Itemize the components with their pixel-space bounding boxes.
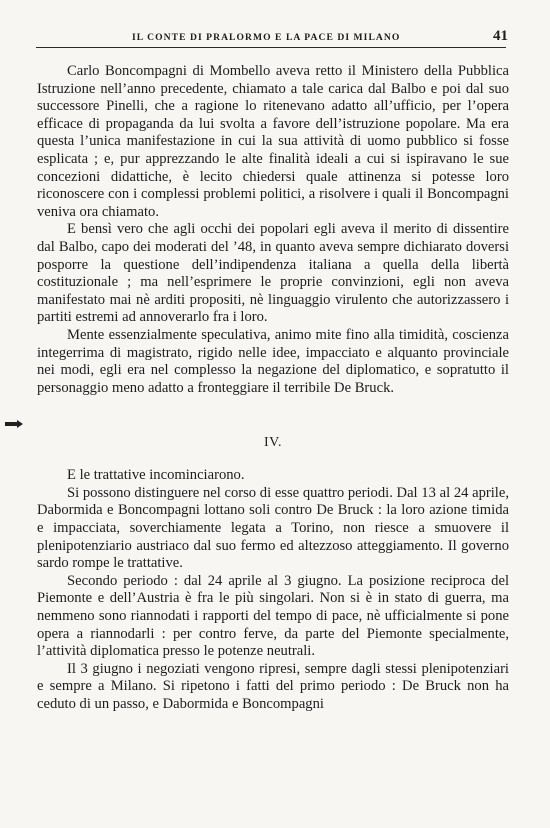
page-number: 41 (493, 28, 508, 44)
main-text (37, 63, 509, 714)
paragraph: Il 3 giugno i negoziati vengono ripresi, sempre dagli stessi plenipotenziari e sempre a Milano. Si ripetono i fatti del primo periodo : De Bruck non ha ceduto di un passo, e Dabormida e Boncompagni (37, 660, 509, 712)
paragraph: Si possono distinguere nel corso di esse quattro periodi. Dal 13 al 24 aprile, Dabormida e Boncompagni lottano soli contro De Bruck : la loro azione timida e impacciata, soverchiamente legata a Torino, non riesce a smuovere il plenipotenziario austriaco dal suo fermo ed altezzoso atteggiamento. Il governo sardo rompe le trattative. (37, 484, 509, 572)
paragraph: Secondo periodo : dal 24 aprile al 3 giugno. La posizione reciproca del Piemonte e dell’Austria è fra le più singolari. Non si è in stato di guerra, ma nemmeno sono riannodati i rapporti del tempo di pace, nè ufficialmente si pone opera a riannodarli : per contro ferve, da parte del Piemonte specialmente, l’attività diplomatica presso le potenze neutrali. (37, 572, 509, 660)
running-header (36, 28, 508, 48)
paragraph: E bensì vero che agli occhi dei popolari egli aveva il merito di dissentire dal Balbo, capo dei moderati del ’48, in quanto aveva sempre dichiarato doversi posporre la questione dell’indipendenza italiana a quella della libertà costituzionale ; ma nell’esprimere le proprie convinzioni, egli non aveva manifestato mai nè arditi propositi, nè linguaggio virulento che autorizzassero i partiti estremi ad annoverarlo fra i loro. (37, 221, 509, 326)
paragraph: Carlo Boncompagni di Mombello aveva retto il Ministero della Pubblica Istruzione nell’anno precedente, chiamato a tale carica dal Balbo e poi dal suo successore Pinelli, che a ragione lo ritenevano adatto all’ufficio, per l’opera efficace di propaganda da lui svolta a favore dell’istruzione popolare. Ma era questa l’unica manifestazione in cui la sua attività di uomo pubblico si fosse esplicata ; e, pur apprezzando le alte finalità ideali a cui si ispiravano le sue concezioni didattiche, è lecito chiedersi quale attinenza si potesse loro riconoscere con i complessi problemi politici, a risolvere i quali il Boncompagni veniva ora chiamato. (37, 63, 509, 220)
section-heading: IV. (264, 435, 282, 451)
margin-pointer-mark (5, 420, 23, 428)
section-body (37, 467, 509, 713)
paragraph: E le trattative incominciarono. (67, 467, 245, 484)
paragraph: Mente essenzialmente speculativa, animo mite fino alla timidità, coscienza integerrima di magistrato, rigido nelle idee, impacciato e alquanto provinciale nei modi, egli era nel complesso la negazione del diplomatico, e sopratutto il personaggio meno adatto a fronteggiare il terribile De Bruck. (37, 326, 509, 396)
running-title: IL CONTE DI PRALORMO E LA PACE DI MILANO (132, 32, 401, 43)
